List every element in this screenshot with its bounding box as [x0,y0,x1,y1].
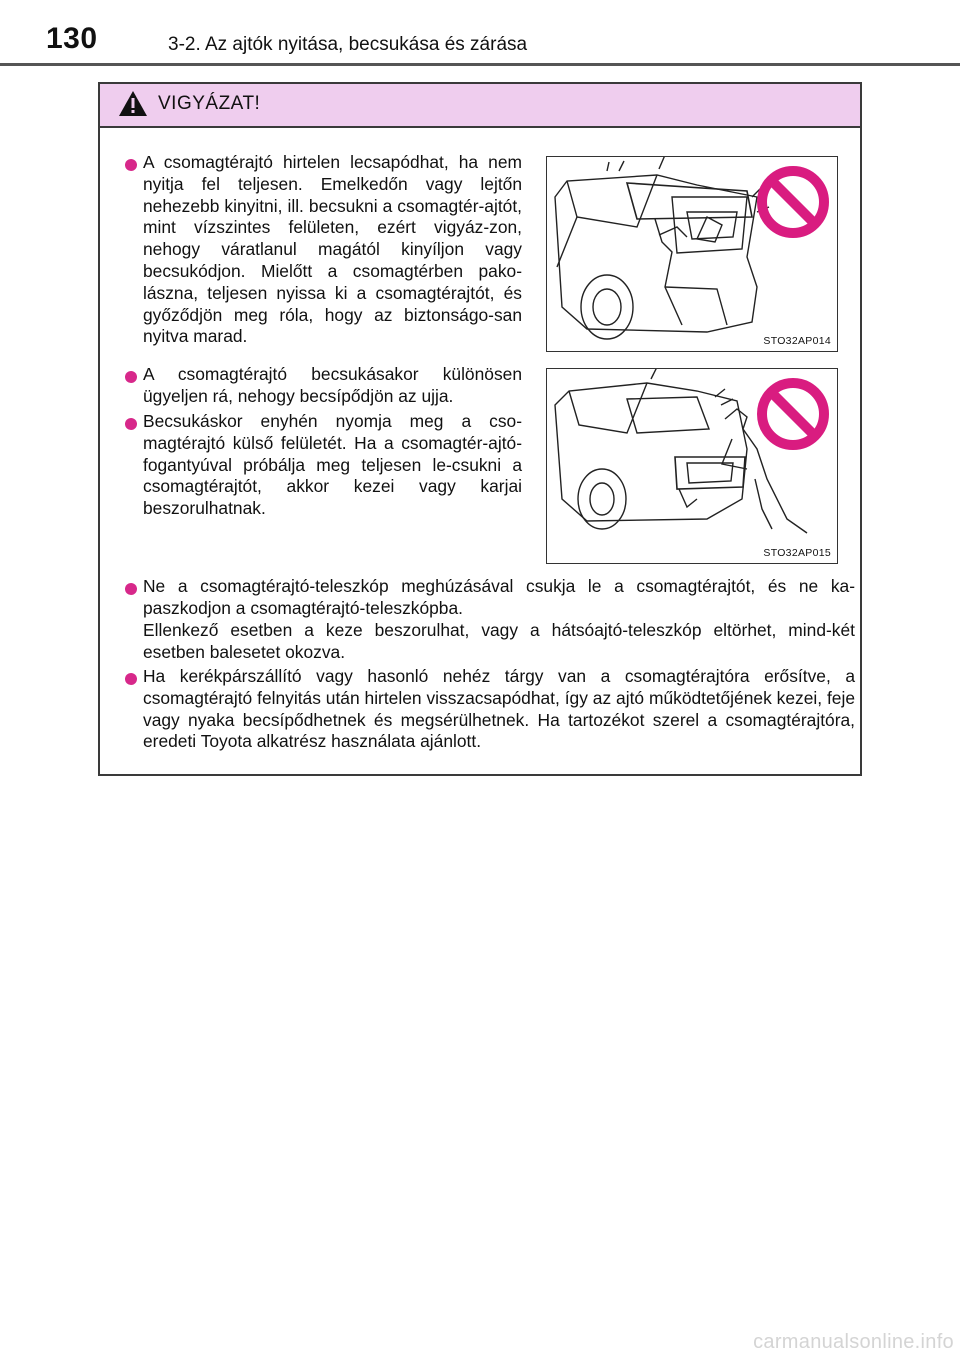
caution-item-4-note: Ellenkező esetben a keze beszorulhat, vagy a hátsóajtó-teleszkóp eltörhet, mind-két esetben balesetet okozva. [143,620,855,662]
bullet-3 [125,418,137,430]
caution-item-4: Ne a csomagtérajtó-teleszkóp meghúzásával csukja le a csomagtérajtót, és ne ka-paszkodjon a csomagtérajtó-teleszkópba. [143,576,855,618]
prohibited-icon [756,165,830,239]
page-number: 130 [46,22,98,55]
section-title: 3-2. Az ajtók nyitása, becsukása és zárása [168,34,528,55]
caution-title: VIGYÁZAT! [158,93,261,114]
caution-item-1: A csomagtérajtó hirtelen lecsapódhat, ha nem nyitja fel teljesen. Emelkedőn vagy lejtőn nehezebb kinyitni, ill. becsukni a csomagtér-ajtót, mint vízszintes felületen, ezért vigyáz-zon, nehogy váratlanul magától kinyíljon vagy becsukódjon. Mielőtt a csomagtérben pako-lászna, teljesen nyissa ki a csomagtérajtót, és győződjön meg róla, hogy az biztonságo-san nyitva marad. [143,152,522,347]
bullet-2 [125,371,137,383]
caution-box [98,82,862,776]
figure-1 [546,156,838,352]
caution-item-5: Ha kerékpárszállító vagy hasonló nehéz tárgy van a csomagtérajtóra erősítve, a csomagtérajtó felnyitás után hirtelen visszacsapódhat, így az ajtó működtetőjének kezei, feje vagy nyaka becsípődhetnek és megsérülhetnek. Ha tartozékot szerel a csomagtérajtóra, eredeti Toyota alkatrész használata ajánlott. [143,666,855,752]
bullet-4 [125,583,137,595]
caution-header [100,84,860,128]
figure-code-1: STO32AP014 [763,335,831,347]
caution-item-3: Becsukáskor enyhén nyomja meg a cso-magtérajtó külső felületét. Ha a csomagtér-ajtó-fogantyúval próbálja meg teljesen le-csukni a csomagtérajtót, akkor kezei vagy karjai beszorulhatnak. [143,411,522,519]
prohibited-icon [756,377,830,451]
page-header [0,0,960,64]
figure-code-2: STO32AP015 [763,547,831,559]
watermark: carmanualsonline.info [753,1331,954,1353]
bullet-5 [125,673,137,685]
header-rule [0,63,960,66]
figure-2 [546,368,838,564]
warning-triangle-icon [118,90,148,117]
caution-item-2: A csomagtérajtó becsukásakor különösen ügyeljen rá, nehogy becsípődjön az ujja. [143,364,522,406]
bullet-1 [125,159,137,171]
